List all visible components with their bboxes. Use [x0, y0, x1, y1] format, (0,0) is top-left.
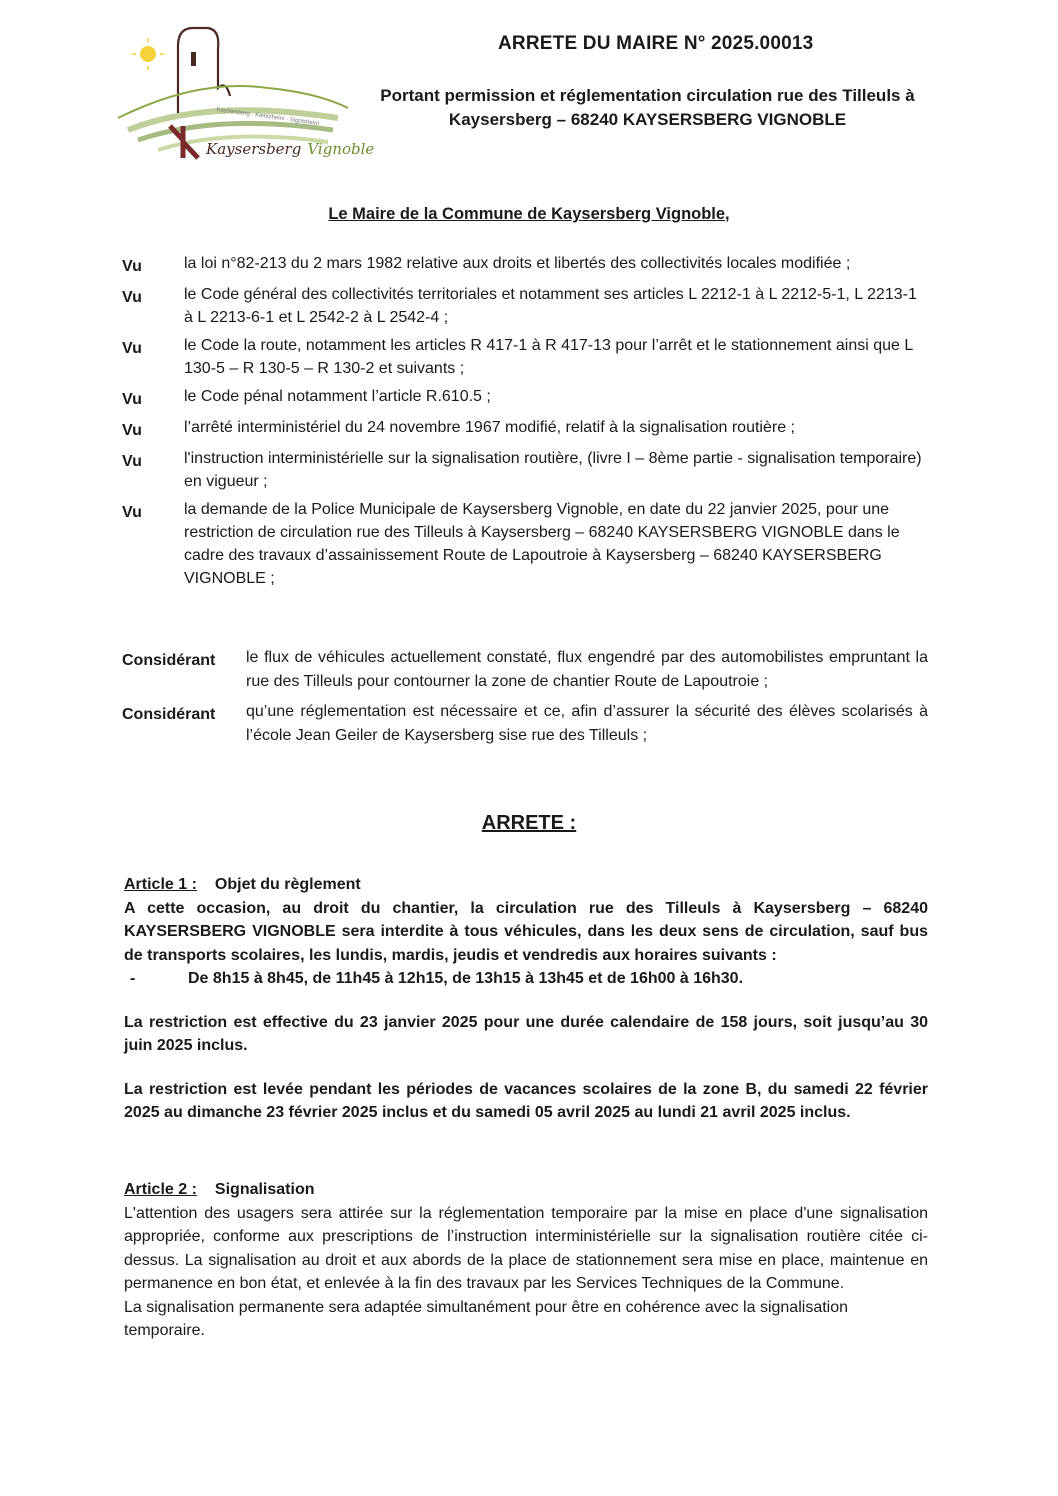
considerant-item: [122, 700, 928, 748]
article-heading: [124, 1178, 928, 1202]
logo-name2: Vignoble: [307, 140, 375, 158]
article-title: Objet du règlement: [214, 876, 361, 893]
vu-text: la demande de la Police Municipale de Kaysersberg Vignoble, en date du 22 janvier 2025, pour une restriction de circulation rue des Tilleuls à Kaysersberg – 68240 KAYSERSBERG VIGNOBLE dans le cadre des travaux d’assainissement Route de Lapoutroie à Kaysersberg – 68240 KAYSERSBERG VIGNOBLE ;: [184, 501, 900, 587]
article-heading: [124, 873, 928, 897]
considerant-text: le flux de véhicules actuellement constaté, flux engendré par des automobilistes empruntant la rue des Tilleuls pour contourner la zone de chantier Route de Lapoutroie ;: [246, 649, 928, 690]
logo-wordmark: [206, 140, 374, 158]
vu-text: le Code général des collectivités territoriales et notamment ses articles L 2212-1 à L 2212-5-1, L 2213-1 à L 2213-6-1 et L 2542-2 à L 2542-4 ;: [184, 286, 917, 326]
dash-bullet: -: [130, 970, 136, 987]
considerant-list: [122, 646, 928, 754]
article-paragraph: La restriction est levée pendant les périodes de vacances scolaires de la zone B, du samedi 22 février 2025 au dimanche 23 février 2025 inclus et du samedi 05 avril 2025 au lundi 21 avril 2025 inclus.: [124, 1080, 928, 1121]
vu-text: la loi n°82-213 du 2 mars 1982 relative aux droits et libertés des collectivités locales modifiée ;: [184, 255, 851, 272]
sun-icon: [140, 46, 156, 62]
article-paragraph: L'attention des usagers sera attirée sur la réglementation temporaire par la mise en place d'une signalisation appropriée, conforme aux prescriptions de l’instruction interministérielle sur la signalisation routière citée ci-dessus. La signalisation au droit et aux abords de la place de stationnement sera mise en place, maintenue en permanence en bon état, et enlevée à la fin des travaux par les Services Techniques de la Commune.: [124, 1204, 928, 1292]
article-title: Signalisation: [214, 1181, 315, 1198]
vu-item: [122, 252, 928, 278]
article-paragraph: La restriction est effective du 23 janvier 2025 pour une durée calendaire de 158 jours, soit jusqu’au 30 juin 2025 inclus.: [124, 1013, 928, 1054]
tower-icon: [178, 28, 230, 113]
vu-item: [122, 498, 928, 590]
article-number: Article 2 :: [124, 1181, 197, 1198]
considerant-text: qu’une réglementation est nécessaire et ce, afin d’assurer la sécurité des élèves scolarisés à l’école Jean Geiler de Kaysersberg sise rue des Tilleuls ;: [246, 703, 928, 744]
article-1: [124, 873, 928, 1125]
considerant-label: Considérant: [122, 652, 216, 669]
vu-item: [122, 385, 928, 411]
maire-heading: Le Maire de la Commune de Kaysersberg Vignoble,: [328, 205, 730, 223]
vu-label: Vu: [122, 258, 142, 275]
vu-item: [122, 283, 928, 329]
vu-text: l'instruction interministérielle sur la signalisation routière, (livre I – 8ème partie - signalisation temporaire) en vigueur ;: [184, 450, 922, 490]
vu-text: le Code la route, notamment les articles R 417-1 à R 417-13 pour l’arrêt et le stationnement ainsi que L 130-5 – R 130-5 – R 130-2 et suivants ;: [184, 337, 913, 377]
vu-item: [122, 447, 928, 493]
hours-text: De 8h15 à 8h45, de 11h45 à 12h15, de 13h15 à 13h45 et de 16h00 à 16h30.: [188, 970, 744, 987]
vu-item: [122, 416, 928, 442]
vu-label: Vu: [122, 422, 142, 439]
logo-name: Kaysersberg: [206, 140, 302, 158]
considerant-label: Considérant: [122, 706, 216, 723]
vu-label: Vu: [122, 340, 142, 357]
arrete-heading: ARRETE :: [481, 812, 577, 834]
vu-text: l’arrêté interministériel du 24 novembre 1967 modifié, relatif à la signalisation routière ;: [184, 419, 795, 436]
vu-label: Vu: [122, 391, 142, 408]
vu-label: Vu: [122, 453, 142, 470]
article-2: [124, 1178, 928, 1343]
vu-item: [122, 334, 928, 380]
vu-label: Vu: [122, 289, 142, 306]
article-paragraph: A cette occasion, au droit du chantier, la circulation rue des Tilleuls à Kaysersberg – 68240 KAYSERSBERG VIGNOBLE sera interdite à tous véhicules, dans les deux sens de circulation, sauf bus de transports scolaires, les lundis, mardis, jeudis et vendredis aux horaires suivants :: [124, 899, 928, 964]
vu-text: le Code pénal notamment l’article R.610.5 ;: [184, 388, 491, 405]
vu-label: Vu: [122, 504, 142, 521]
doc-subtitle: Portant permission et réglementation circulation rue des Tilleuls à Kaysersberg – 68240 KAYSERSBERG VIGNOBLE: [380, 86, 915, 129]
article-paragraph: La signalisation permanente sera adaptée simultanément pour être en cohérence avec la signalisation temporaire.: [124, 1298, 849, 1339]
vu-list: [122, 252, 928, 595]
hours-line: [124, 967, 928, 991]
considerant-item: [122, 646, 928, 694]
article-number: Article 1 :: [124, 876, 197, 893]
logo-tagline: Kaysersberg · Kientzheim · Sigolsheim: [216, 106, 320, 128]
doc-title: ARRETE DU MAIRE N° 2025.00013: [498, 33, 814, 54]
